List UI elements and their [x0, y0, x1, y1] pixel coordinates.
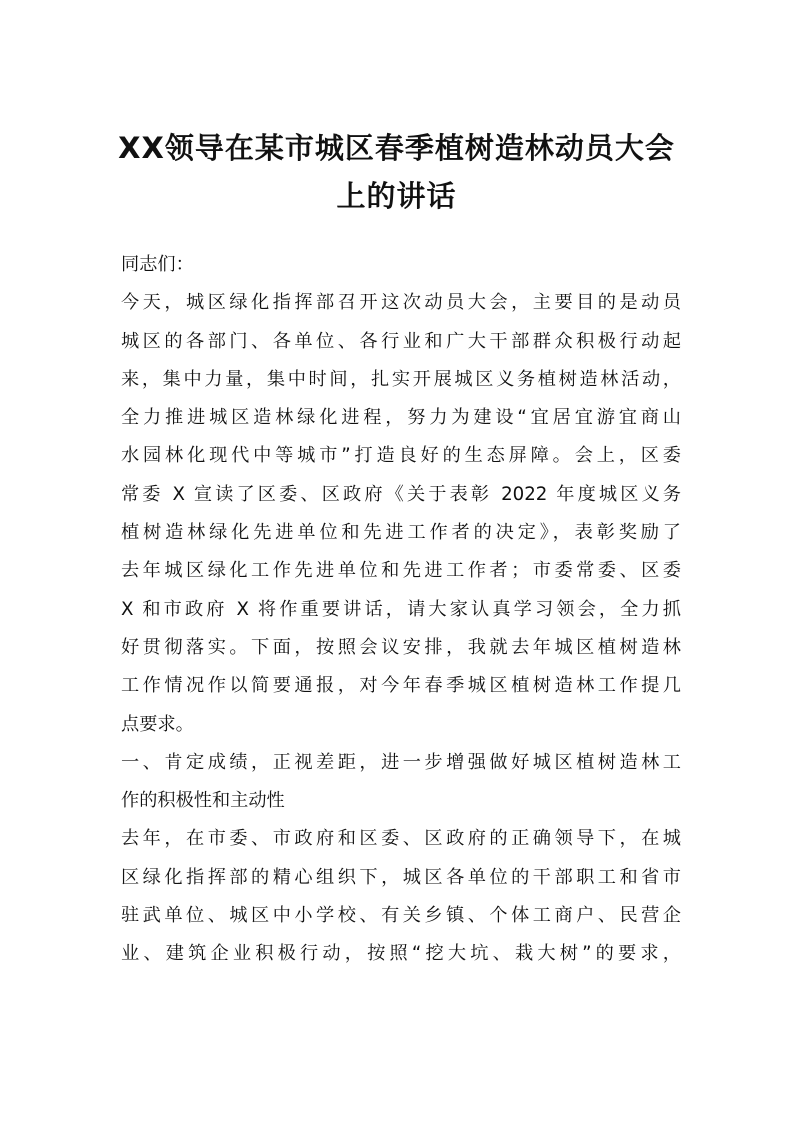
body-line: 区绿化指挥部的精心组织下，城区各单位的干部职工和省市 — [121, 866, 681, 888]
body-line: X 和市政府 X 将作重要讲话，请大家认真学习领会，全力抓 — [121, 598, 681, 620]
body-line: 好贯彻落实。下面，按照会议安排，我就去年城区植树造林 — [121, 636, 681, 658]
body-line: 工作情况作以简要通报，对今年春季城区植树造林工作提几 — [121, 675, 681, 697]
body-line: 点要求。 — [121, 713, 194, 735]
body-line: 业、建筑企业积极行动，按照“挖大坑、栽大树”的要求， — [121, 943, 681, 965]
body-line: 驻武单位、城区中小学校、有关乡镇、个体工商户、民营企 — [121, 905, 681, 927]
body-line: 去年城区绿化工作先进单位和先进工作者；市委常委、区委 — [121, 560, 681, 582]
body-line: 植树造林绿化先进单位和先进工作者的决定》，表彰奖励了 — [121, 522, 681, 544]
section-heading: 作的积极性和主动性 — [121, 790, 285, 812]
document-body — [121, 246, 681, 974]
section-heading: 一、肯定成绩，正视差距，进一步增强做好城区植树造林工 — [121, 751, 681, 773]
body-line: 水园林化现代中等城市”打造良好的生态屏障。会上，区委 — [121, 445, 681, 467]
body-line: 来，集中力量，集中时间，扎实开展城区义务植树造林活动， — [121, 368, 681, 390]
body-line: 去年，在市委、市政府和区委、区政府的正确领导下，在城 — [121, 828, 681, 850]
body-line: 城区的各部门、各单位、各行业和广大干部群众积极行动起 — [121, 330, 681, 352]
body-line: 全力推进城区造林绿化进程，努力为建设“宜居宜游宜商山 — [121, 407, 681, 429]
body-line: 常委 X 宣读了区委、区政府《关于表彰 2022 年度城区义务 — [121, 483, 681, 505]
document-title-line-1: XX领导在某市城区春季植树造林动员大会 — [118, 131, 675, 165]
document-title-line-2: 上的讲话 — [336, 179, 457, 213]
salutation: 同志们： — [121, 254, 194, 275]
body-line: 今天，城区绿化指挥部召开这次动员大会，主要目的是动员 — [121, 292, 681, 314]
